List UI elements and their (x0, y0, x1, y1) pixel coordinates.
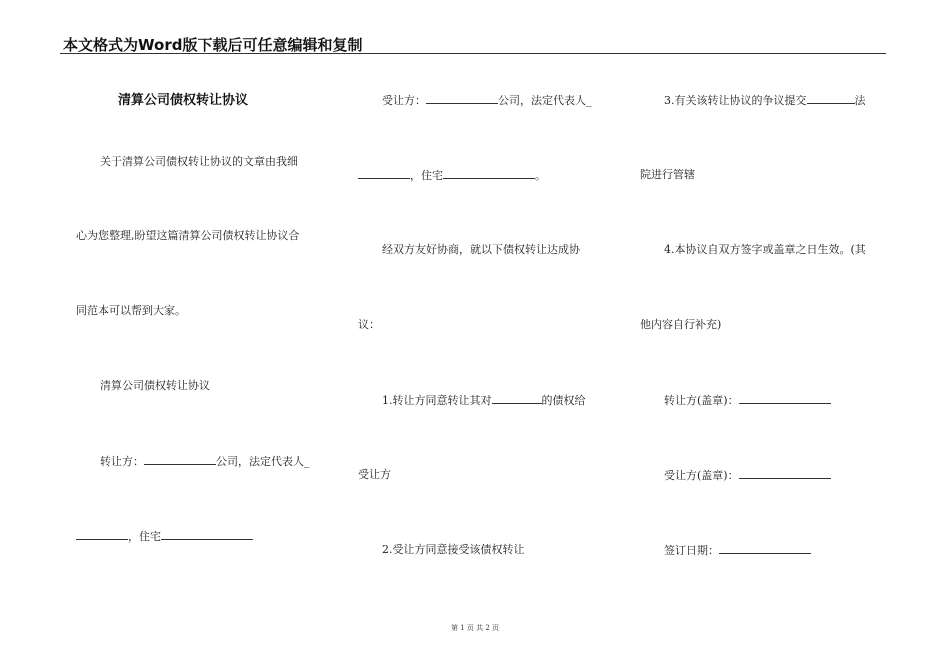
transferor-residence-line (76, 530, 253, 542)
period-mark: 。 (535, 169, 546, 182)
blank-field (76, 530, 128, 540)
clause-1-text: 1.转让方同意转让其对 (382, 394, 492, 407)
consultation-line-1: 经双方友好协商，就以下债权转让达成协 (382, 243, 580, 256)
transferee-line (382, 94, 592, 106)
transferor-label: 转让方： (100, 455, 144, 468)
transferee-residence-line (358, 169, 546, 181)
signing-date-label: 签订日期： (664, 544, 719, 557)
page-number: 第 1 页 共 2 页 (450, 624, 500, 632)
residence-label: ，住宅 (128, 530, 161, 543)
clause-4-line: 4.本协议自双方签字或盖章之日生效。(其 (664, 243, 866, 256)
blank-field (443, 169, 535, 179)
blank-field (144, 455, 216, 465)
header-divider (60, 53, 886, 54)
clause-1-continuation: 受让方 (358, 468, 391, 481)
clause-1-line (382, 394, 586, 406)
blank-field (161, 530, 253, 540)
consultation-line-2: 议： (358, 318, 380, 331)
intro-line-3: 同范本可以帮到大家。 (76, 304, 186, 317)
blank-field (719, 544, 811, 554)
transferee-company-text: 公司，法定代表人_ (498, 94, 592, 107)
transferor-company-text: 公司，法定代表人_ (216, 455, 310, 468)
signature-transferor-label: 转让方(盖章)： (664, 394, 739, 407)
agreement-subtitle: 清算公司债权转让协议 (100, 379, 210, 392)
blank-field (807, 94, 855, 104)
blank-field (492, 394, 542, 404)
clause-1-text-end: 的债权给 (541, 394, 586, 407)
transferee-label: 受让方： (382, 94, 426, 107)
transferor-line (100, 455, 310, 467)
residence-label: ，住宅 (410, 169, 443, 182)
document-title: 清算公司债权转让协议 (118, 93, 249, 108)
intro-line-2: 心为您整理,盼望这篇清算公司债权转让协议合 (76, 229, 300, 242)
signature-transferor-line (664, 394, 831, 406)
clause-3-line (664, 94, 866, 106)
signing-date-line (664, 544, 811, 556)
clause-3-continuation: 院进行管辖 (640, 168, 695, 181)
signature-transferee-label: 受让方(盖章)： (664, 469, 739, 482)
blank-field (426, 94, 498, 104)
intro-line-1: 关于清算公司债权转让协议的文章由我细 (100, 155, 298, 168)
signature-transferee-line (664, 469, 831, 481)
clause-3-text: 3.有关该转让协议的争议提交 (664, 94, 807, 107)
clause-2-line: 2.受让方同意接受该债权转让 (382, 543, 525, 556)
blank-field (739, 394, 831, 404)
blank-field (358, 169, 410, 179)
document-header-title: 本文格式为Word版下载后可任意编辑和复制 (63, 36, 363, 54)
clause-4-continuation: 他内容自行补充) (640, 318, 722, 331)
blank-field (739, 469, 831, 479)
clause-3-text-end: 法 (854, 94, 866, 107)
